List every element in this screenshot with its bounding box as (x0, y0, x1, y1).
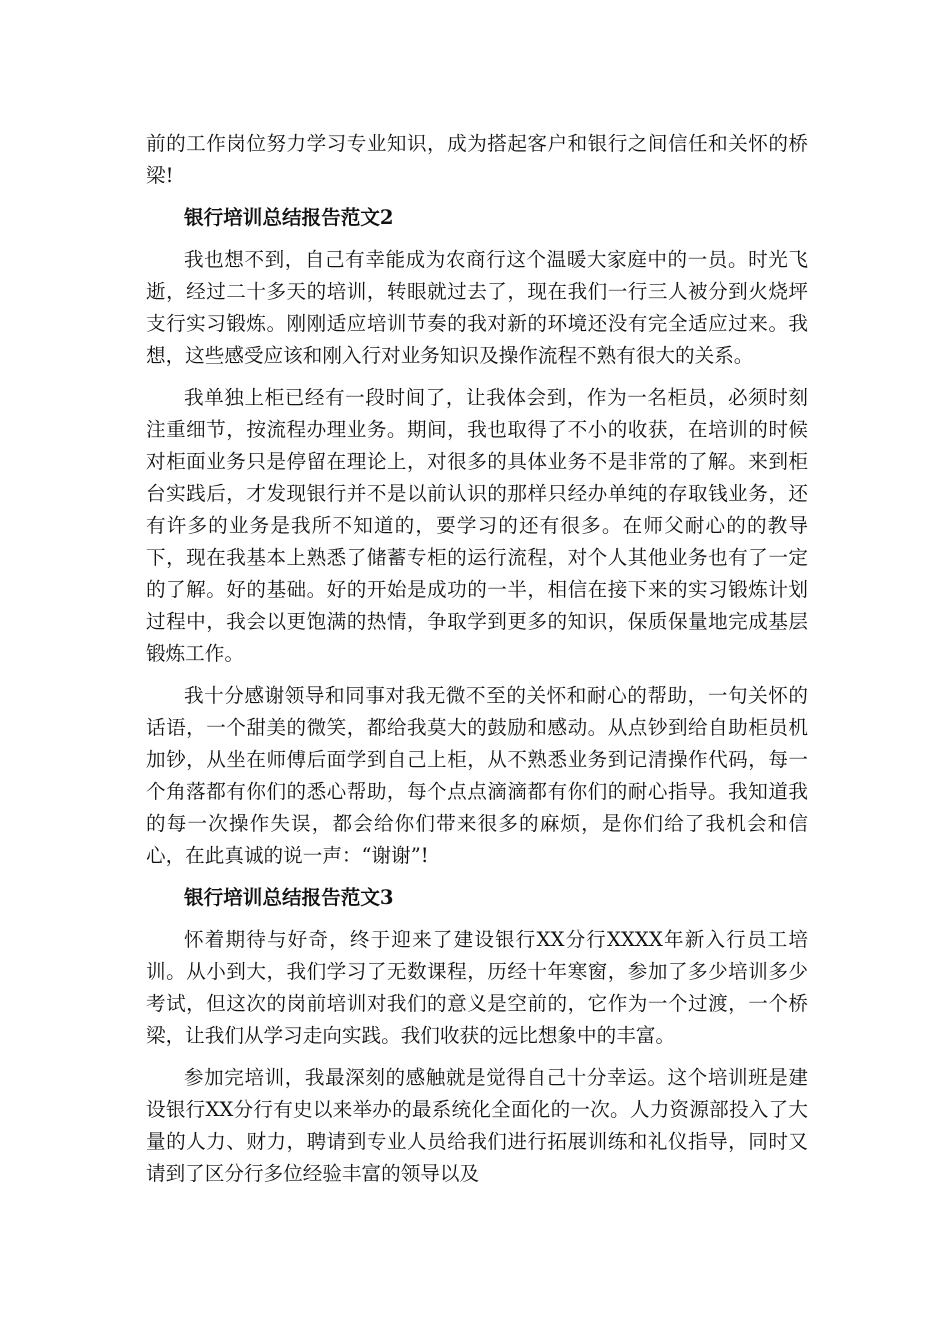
paragraph: 我也想不到，自己有幸能成为农商行这个温暖大家庭中的一员。时光飞逝，经过二十多天的培训，转眼就过去了，现在我们一行三人被分到火烧坪支行实习锻炼。刚刚适应培训节奏的我对新的环境还没有完全适应过来。我想，这些感受应该和刚入行对业务知识及操作流程不熟有很大的关系。 (146, 248, 808, 367)
paragraph: 我单独上柜已经有一段时间了，让我体会到，作为一名柜员，必须时刻注重细节，按流程办理业务。期间，我也取得了不小的收获，在培训的时候对柜面业务只是停留在理论上，对很多的具体业务不是非常的了解。来到柜台实践后，才发现银行并不是以前认识的那样只经办单纯的存取钱业务，还有许多的业务是我所不知道的，要学习的还有很多。在师父耐心的的教导下，现在我基本上熟悉了储蓄专柜的运行流程，对个人其他业务也有了一定的了解。好的基础。好的开始是成功的一半，相信在接下来的实习锻炼计划过程中，我会以更饱满的热情，争取学到更多的知识，保质保量地完成基层锻炼工作。 (146, 386, 808, 665)
section-heading-3: 银行培训总结报告范文3 (184, 886, 394, 909)
paragraph: 我十分感谢领导和同事对我无微不至的关怀和耐心的帮助，一句关怀的话语，一个甜美的微笑，都给我莫大的鼓励和感动。从点钞到给自助柜员机加钞，从坐在师傅后面学到自己上柜，从不熟悉业务到记清操作代码，每一个角落都有你们的悉心帮助，每个点点滴滴都有你们的耐心指导。我知道我的每一次操作失误，都会给你们带来很多的麻烦，是你们给了我机会和信心，在此真诚的说一声：“谢谢”! (146, 684, 808, 867)
paragraph: 怀着期待与好奇，终于迎来了建设银行XX分行XXXX年新入行员工培训。从小到大，我们学习了无数课程，历经十年寒窗，参加了多少培训多少考试，但这次的岗前培训对我们的意义是空前的，它作为一个过渡，一个桥梁，让我们从学习走向实践。我们收获的远比想象中的丰富。 (146, 928, 808, 1047)
document-page (146, 128, 808, 1190)
paragraph: 参加完培训，我最深刻的感触就是觉得自己十分幸运。这个培训班是建设银行XX分行有史以来举办的最系统化全面化的一次。人力资源部投入了大量的人力、财力，聘请到专业人员给我们进行拓展训练和礼仪指导，同时又请到了区分行多位经验丰富的领导以及 (146, 1066, 808, 1185)
paragraph-continuation: 前的工作岗位努力学习专业知识，成为搭起客户和银行之间信任和关怀的桥梁! (146, 132, 808, 187)
section-heading-2: 银行培训总结报告范文2 (184, 206, 394, 229)
